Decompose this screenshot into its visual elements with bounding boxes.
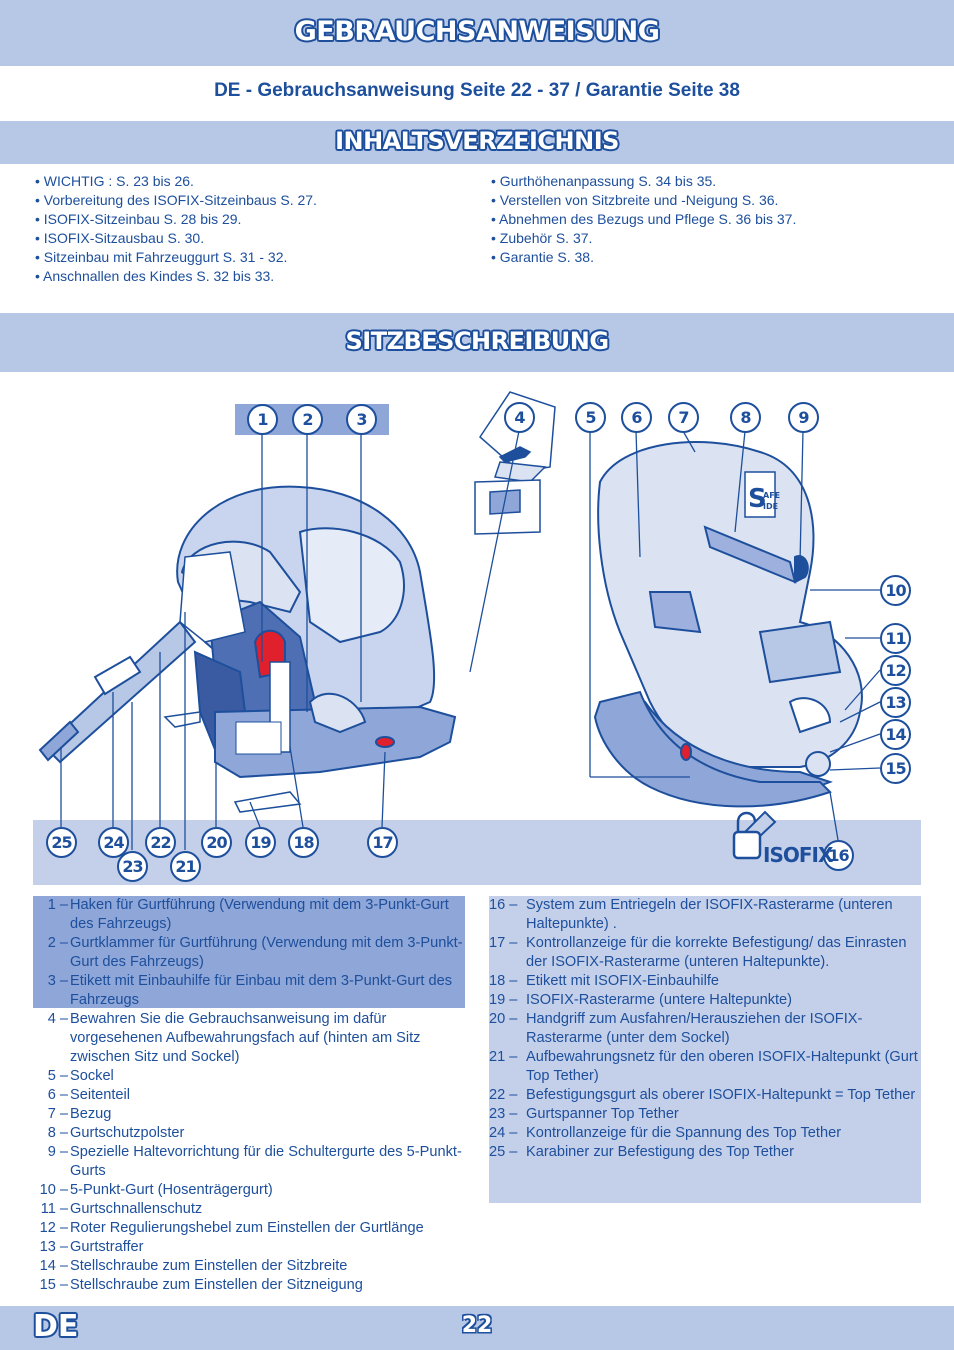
toc-item: • Abnehmen des Bezugs und Pflege S. 36 bis 37.: [491, 210, 921, 229]
legend-item: 22 – Befestigungsgurt als oberer ISOFIX-Haltepunkt = Top Tether: [489, 1087, 916, 1103]
legend-item: 9 – Spezielle Haltevorrichtung für die Schultergurte des 5-Punkt-Gurts: [47, 1144, 462, 1179]
page-subtitle: DE - Gebrauchsanweisung Seite 22 - 37 / Garantie Seite 38: [214, 80, 740, 101]
legend-item: 18 – Etikett mit ISOFIX-Einbauhilfe: [489, 973, 720, 989]
callout-6: 6: [621, 402, 652, 433]
legend-item: 19 – ISOFIX-Rasterarme (untere Haltepunkte): [489, 992, 793, 1008]
legend-item: 15 – Stellschraube zum Einstellen der Sitzneigung: [39, 1277, 363, 1293]
description-title: SITZBESCHREIBUNG: [345, 327, 609, 355]
legend-item: 4 – Bewahren Sie die Gebrauchsanweisung im dafür vorgesehenen Aufbewahrungsfach auf (hinten am Sitz zwischen Sitz und Sockel): [47, 1011, 421, 1065]
callout-1: 1: [247, 404, 278, 435]
toc-title: INHALTSVERZEICHNIS: [335, 127, 619, 155]
legend-item: 23 – Gurtspanner Top Tether: [489, 1106, 679, 1122]
isofix-label: ISOFIX: [763, 843, 833, 867]
legend-item: 11 – Gurtschnallenschutz: [40, 1201, 203, 1217]
legend-right: [489, 896, 921, 1162]
seat-rear-illustration: [165, 487, 455, 812]
callout-4: 4: [504, 402, 535, 433]
legend-item: 16 – System zum Entriegeln der ISOFIX-Rasterarme (unteren Haltepunkte) .: [489, 897, 893, 932]
callout-13: 13: [880, 687, 911, 718]
toc-item: • Verstellen von Sitzbreite und -Neigung S. 36.: [491, 191, 921, 210]
toc-item: • Vorbereitung des ISOFIX-Sitzeinbaus S. 27.: [35, 191, 465, 210]
callout-14: 14: [880, 719, 911, 750]
callout-21: 21: [170, 851, 201, 882]
legend-item: 13 – Gurtstraffer: [39, 1239, 144, 1255]
page-title: GEBRAUCHSANWEISUNG: [294, 16, 660, 47]
legend-item: 25 – Karabiner zur Befestigung des Top Tether: [489, 1144, 794, 1160]
toc-item: • ISOFIX-Sitzausbau S. 30.: [35, 229, 465, 248]
page-number: 22: [461, 1313, 493, 1338]
callout-23: 23: [117, 851, 148, 882]
callout-18: 18: [288, 827, 319, 858]
callout-7: 7: [668, 402, 699, 433]
callout-22: 22: [145, 827, 176, 858]
toc-list-right: [491, 172, 921, 267]
callout-9: 9: [788, 402, 819, 433]
callout-19: 19: [245, 827, 276, 858]
toc-item: • Garantie S. 38.: [491, 248, 921, 267]
callout-10: 10: [880, 575, 911, 606]
legend-left: [33, 896, 465, 1295]
legend-item: 10 – 5-Punkt-Gurt (Hosenträgergurt): [39, 1182, 273, 1198]
callout-2: 2: [292, 404, 323, 435]
legend-item: 17 – Kontrollanzeige für die korrekte Befestigung/ das Einrasten der ISOFIX-Rasterarme (unteren Haltepunkte).: [489, 935, 907, 970]
legend-item: 7 – Bezug: [47, 1106, 112, 1122]
footer-language: DE: [33, 1309, 79, 1344]
callout-8: 8: [730, 402, 761, 433]
callout-20: 20: [201, 827, 232, 858]
safe-side-line2: IDE: [763, 502, 779, 511]
toc-item: • Sitzeinbau mit Fahrzeuggurt S. 31 - 32.: [35, 248, 465, 267]
toc-item: • Zubehör S. 37.: [491, 229, 921, 248]
safe-side-line1: AFE: [763, 491, 781, 500]
callout-5: 5: [575, 402, 606, 433]
svg-text:S: S: [748, 484, 767, 514]
top-tether-illustration: [40, 622, 195, 762]
legend-item: 8 – Gurtschutzpolster: [47, 1125, 185, 1141]
legend-item: 5 – Sockel: [47, 1068, 114, 1084]
seat-front-illustration: [595, 442, 862, 850]
callout-16: 16: [823, 840, 854, 871]
seat-diagram: [0, 372, 954, 892]
callout-12: 12: [880, 655, 911, 686]
legend-item: 14 – Stellschraube zum Einstellen der Sitzbreite: [39, 1258, 348, 1274]
legend-item: 6 – Seitenteil: [47, 1087, 131, 1103]
callout-11: 11: [880, 623, 911, 654]
toc-list-left: [35, 172, 465, 286]
toc-item: • Anschnallen des Kindes S. 32 bis 33.: [35, 267, 465, 286]
callout-15: 15: [880, 753, 911, 784]
toc-item: • Gurthöhenanpassung S. 34 bis 35.: [491, 172, 921, 191]
callout-24: 24: [98, 827, 129, 858]
legend-item: 3 – Etikett mit Einbauhilfe für Einbau mit dem 3-Punkt-Gurt des Fahrzeugs: [47, 973, 453, 1008]
legend-item: 24 – Kontrollanzeige für die Spannung des Top Tether: [489, 1125, 842, 1141]
callout-25: 25: [46, 827, 77, 858]
legend-item: 1 – Haken für Gurtführung (Verwendung mit dem 3-Punkt-Gurt des Fahrzeugs): [47, 897, 449, 932]
toc-item: • WICHTIG : S. 23 bis 26.: [35, 172, 465, 191]
callout-3: 3: [346, 404, 377, 435]
legend-item: 2 – Gurtklammer für Gurtführung (Verwendung mit dem 3-Punkt-Gurt des Fahrzeugs): [47, 935, 463, 970]
toc-item: • ISOFIX-Sitzeinbau S. 28 bis 29.: [35, 210, 465, 229]
legend-item: 21 – Aufbewahrungsnetz für den oberen ISOFIX-Haltepunkt (Gurt Top Tether): [489, 1049, 918, 1084]
legend-item: 20 – Handgriff zum Ausfahren/Herausziehen der ISOFIX-Rasterarme (unter dem Sockel): [489, 1011, 863, 1046]
callout-17: 17: [367, 827, 398, 858]
legend-item: 12 – Roter Regulierungshebel zum Einstellen der Gurtlänge: [39, 1220, 424, 1236]
